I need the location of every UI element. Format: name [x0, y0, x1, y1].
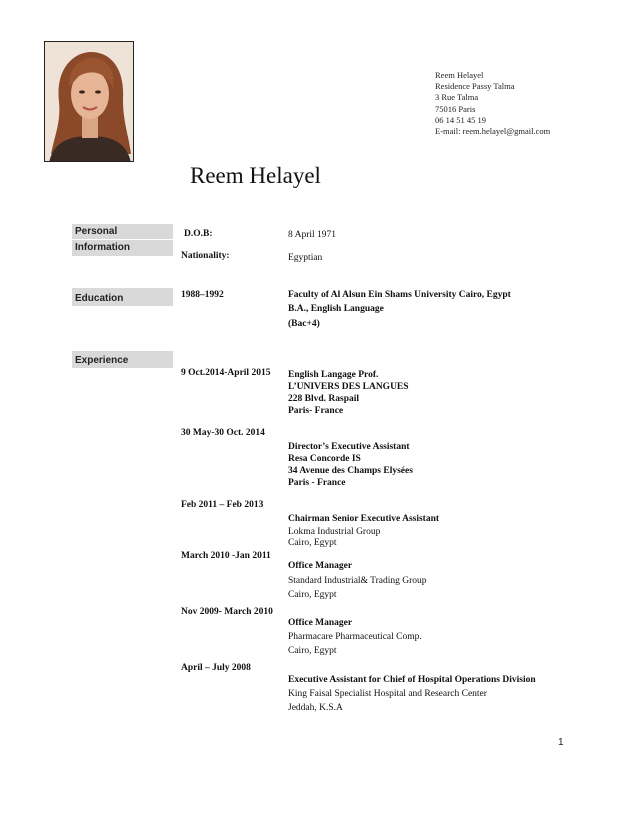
experience-title: Office Manager: [288, 618, 353, 628]
experience-line: Pharmacare Pharmaceutical Comp.: [288, 632, 422, 642]
education-line-1: Faculty of Al Alsun Ein Shams University Cairo, Egypt: [288, 290, 511, 300]
contact-address-2: 3 Rue Talma: [435, 92, 479, 103]
experience-line: 34 Avenue des Champs Elysées: [288, 466, 413, 476]
contact-email[interactable]: E-mail: reem.helayel@gmail.com: [435, 126, 551, 137]
experience-line: Lokma Industrial Group: [288, 527, 381, 537]
education-line-3: (Bac+4): [288, 319, 320, 329]
experience-date: 30 May-30 Oct. 2014: [181, 428, 265, 438]
section-label-education: Education: [72, 288, 173, 306]
experience-title: Executive Assistant for Chief of Hospital Operations Division: [288, 675, 536, 685]
contact-phone: 06 14 51 45 19: [435, 114, 486, 125]
profile-photo: [44, 41, 134, 162]
contact-address-3: 75016 Paris: [435, 103, 476, 114]
nationality-value: Egyptian: [288, 253, 323, 263]
experience-line: Cairo, Egypt: [288, 590, 337, 600]
experience-line: Jeddah, K.S.A: [288, 703, 343, 713]
dob-label: D.O.B:: [184, 229, 213, 239]
experience-title: Office Manager: [288, 561, 353, 571]
experience-line: Paris - France: [288, 478, 346, 488]
page-title: Reem Helayel: [190, 163, 321, 188]
contact-block: [435, 70, 550, 137]
experience-line: King Faisal Specialist Hospital and Research Center: [288, 689, 487, 699]
experience-date: Feb 2011 – Feb 2013: [181, 500, 264, 510]
experience-line: Resa Concorde IS: [288, 454, 361, 464]
contact-name: Reem Helayel: [435, 70, 484, 80]
experience-date: April – July 2008: [181, 663, 251, 673]
page-number: 1: [558, 737, 564, 748]
contact-address-1: Residence Passy Talma: [435, 81, 515, 92]
experience-line: Cairo, Egypt: [288, 646, 337, 656]
experience-title: English Langage Prof.: [288, 370, 379, 380]
experience-date: 9 Oct.2014-April 2015: [181, 368, 271, 378]
section-label-information: Information: [72, 240, 173, 256]
experience-title: Director’s Executive Assistant: [288, 442, 410, 452]
section-label-experience: Experience: [72, 351, 173, 368]
experience-line: Paris- France: [288, 406, 344, 416]
experience-line: L’UNIVERS DES LANGUES: [288, 382, 409, 392]
nationality-label: Nationality:: [181, 251, 230, 261]
experience-line: 228 Blvd. Raspail: [288, 394, 360, 404]
education-line-2: B.A., English Language: [288, 304, 384, 314]
experience-line: Cairo, Egypt: [288, 538, 337, 548]
experience-date: Nov 2009- March 2010: [181, 607, 273, 617]
experience-date: March 2010 -Jan 2011: [181, 551, 271, 561]
education-years: 1988–1992: [181, 290, 224, 300]
experience-line: Standard Industrial& Trading Group: [288, 576, 427, 586]
dob-value: 8 April 1971: [288, 230, 337, 240]
portrait-image: [45, 42, 134, 162]
experience-title: Chairman Senior Executive Assistant: [288, 514, 440, 524]
section-label-personal: Personal: [72, 224, 173, 239]
